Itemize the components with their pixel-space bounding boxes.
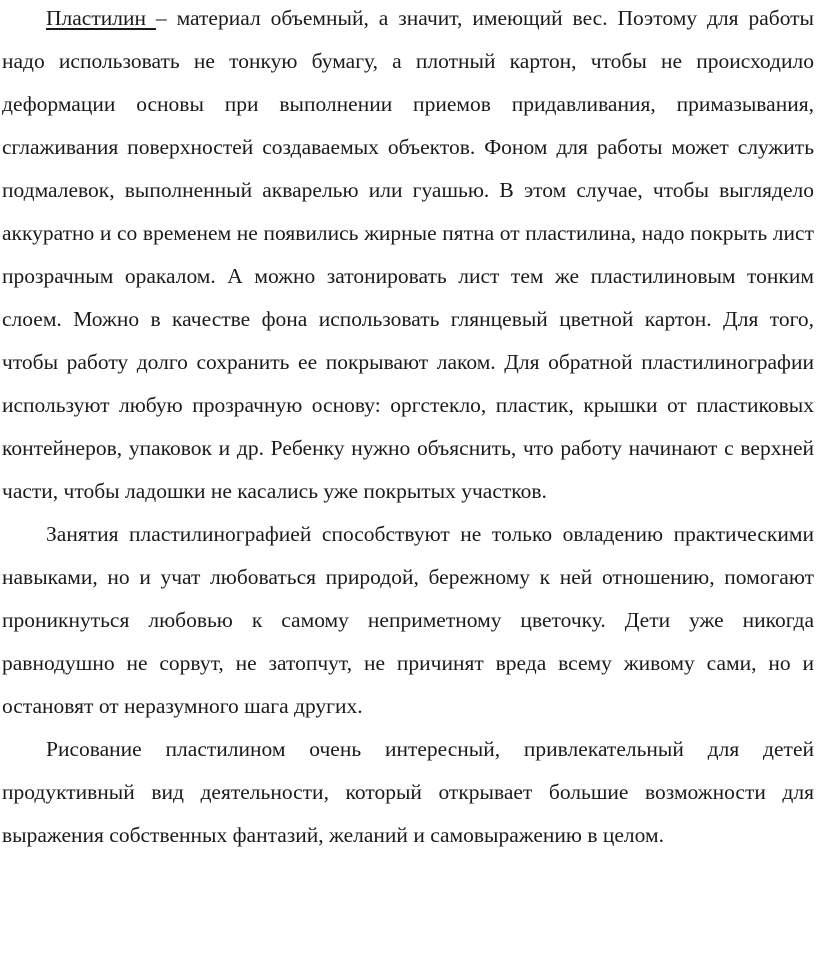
paragraph-text: – материал объемный, а значит, имеющий вес. Поэтому для работы надо использовать не тонкую бумагу, а плотный картон, чтобы не происходило деформации основы при выполнении приемов придавливания, примазывания, сглаживания поверхностей создаваемых объектов. Фоном для работы может служить подмалевок, выполненный акварелью или гуашью. В этом случае, чтобы выглядело аккуратно и со временем не появились жирные пятна от пластилина, надо покрыть лист прозрачным оракалом. А можно затонировать лист тем же пластилиновым тонким слоем. Можно в качестве фона использовать глянцевый цветной картон. Для того, чтобы работу долго сохранить ее покрывают лаком. Для обратной пластилинографии используют любую прозрачную основу: оргстекло, пластик, крышки от пластиковых контейнеров, упаковок и др. Ребенку нужно объяснить, что работу начинают с верхней части, чтобы ладошки не касались уже покрытых участков. xyxy=(2,6,815,503)
paragraph-conclusion xyxy=(2,728,814,857)
paragraph-benefits xyxy=(2,513,814,728)
paragraph-text: Занятия пластилинографией способствуют не только овладению практическими навыками, но и учат любоваться природой, бережному к ней отношению, помогают проникнуться любовью к самому неприметному цветочку. Дети уже никогда равнодушно не сорвут, не затопчут, не причинят вреда всему живому сами, но и остановят от неразумного шага других. xyxy=(2,522,814,718)
term-plasticine: Пластилин xyxy=(46,6,156,30)
paragraph-text: Рисование пластилином очень интересный, привлекательный для детей продуктивный вид деятельности, который открывает большие возможности для выражения собственных фантазий, желаний и самовыражению в целом. xyxy=(2,737,814,847)
paragraph-plasticine-material xyxy=(2,0,814,513)
